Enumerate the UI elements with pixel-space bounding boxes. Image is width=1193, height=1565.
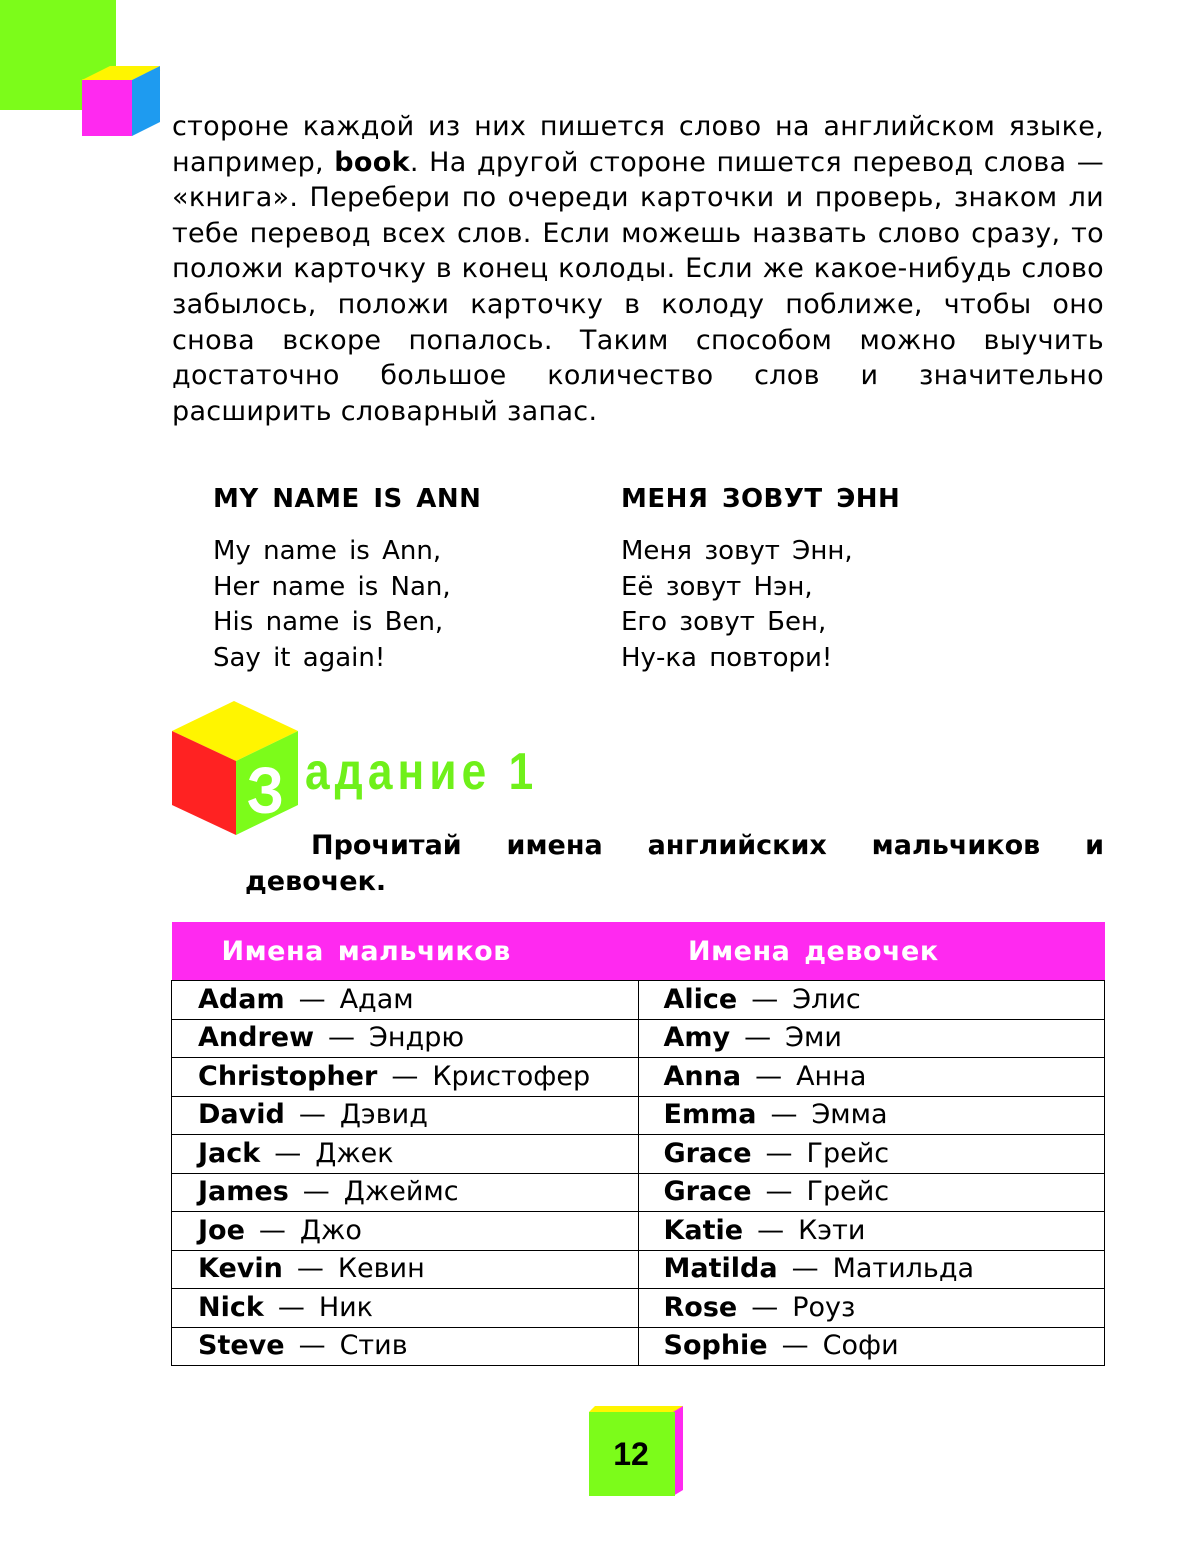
corner-cube-icon [80,58,162,140]
boy-name-english: James [198,1176,289,1208]
girl-name-russian: Грейс [806,1176,890,1208]
boy-name-cell [172,1096,639,1135]
girl-name-cell [638,1250,1105,1289]
girl-name-cell [638,1096,1105,1135]
name-dash: — [298,983,326,1015]
boy-name-cell [172,1212,639,1251]
intro-text-end: . На другой стороне пишется перевод слова — «книга». Перебери по очереди карточки и проверь, знаком ли тебе перевод всех слов. Если можешь назвать слово сразу, то положи карточку в конец колоды. Если же какое-нибудь слово забылось, положи карточку в колоду поближе, чтобы оно снова вскоре попалось. Таким способом можно выучить достаточно большое количество слов и значительно расширить словарный запас. [172,146,1105,427]
boy-name-russian: Джек [315,1137,394,1169]
girl-name-cell [638,1212,1105,1251]
intro-bold-word: book [334,146,410,178]
boy-name-russian: Джеймс [343,1176,459,1208]
boy-name-cell [172,1019,639,1058]
girl-name-russian: Матильда [832,1253,975,1285]
table-row [172,1212,1105,1251]
name-dash: — [757,1214,785,1246]
girl-name-cell [638,1135,1105,1174]
boy-name-russian: Адам [339,983,414,1015]
girl-name-english: Katie [663,1214,744,1246]
task-cube-letter: З [246,754,285,828]
poem-english-line: My name is Ann, [213,536,442,566]
girl-name-russian: Софи [822,1330,899,1362]
name-dash: — [296,1253,324,1285]
table-row [172,981,1105,1020]
table-header-row [172,922,1105,981]
name-dash: — [328,1022,356,1054]
boy-name-english: Nick [198,1291,264,1323]
name-dash: — [744,1022,772,1054]
table-row [172,1019,1105,1058]
girl-name-cell [638,1019,1105,1058]
boy-name-cell [172,1135,639,1174]
intro-text-start: стороне каждой из них пишется слово на английском языке, например, [172,111,1104,178]
poem-english-line: Her name is Nan, [213,571,451,602]
poem-russian [621,482,1001,676]
girl-name-cell [638,981,1105,1020]
name-dash: — [770,1099,798,1131]
table-row [172,1173,1105,1212]
boy-name-cell [172,1173,639,1212]
poem-russian-line: Меня зовут Энн, [621,536,853,566]
girl-name-cell [638,1327,1105,1366]
boy-name-russian: Дэвид [339,1099,428,1131]
name-dash: — [258,1214,286,1246]
girl-name-english: Amy [663,1022,731,1054]
girl-name-english: Sophie [663,1330,768,1362]
task-cube-icon [170,701,300,835]
girl-name-russian: Эми [785,1022,842,1054]
boy-name-russian: Джо [299,1214,362,1246]
table-row [172,1327,1105,1366]
girl-name-russian: Элис [792,983,861,1015]
girl-name-cell [638,1289,1105,1328]
table-row [172,1289,1105,1328]
name-dash: — [751,1291,779,1323]
task-instruction: Прочитай имена английских мальчиков и девочек. [245,830,1104,897]
header-girls-names: Имена девочек [638,922,1105,981]
name-dash: — [391,1060,419,1092]
girl-name-russian: Кэти [798,1214,866,1246]
table-row [172,1096,1105,1135]
page-number: 12 [613,1435,649,1472]
boy-name-english: Adam [198,983,285,1015]
girl-name-english: Grace [663,1176,752,1208]
name-dash: — [298,1099,326,1131]
girl-name-english: Grace [663,1137,752,1169]
poem-english-title: MY NAME IS ANN [213,484,482,514]
poem-english-line: Say it again! [213,642,386,673]
girl-name-cell [638,1173,1105,1212]
boy-name-cell [172,1289,639,1328]
name-dash: — [274,1137,302,1169]
boy-name-cell [172,1058,639,1097]
name-dash: — [765,1176,793,1208]
name-dash: — [781,1330,809,1362]
task-title: адание 1 [305,743,539,801]
poem-english [213,482,593,676]
table-row [172,1135,1105,1174]
boy-name-english: Joe [198,1214,245,1246]
boy-name-english: David [198,1099,285,1131]
boy-name-cell [172,1327,639,1366]
boy-name-english: Kevin [198,1253,283,1285]
poem-russian-line: Его зовут Бен, [621,607,827,638]
poem-russian-line: Её зовут Нэн, [621,571,813,602]
names-table [171,922,1105,1366]
boy-name-english: Andrew [198,1022,315,1054]
boy-name-russian: Ник [318,1291,373,1323]
boy-name-cell [172,1250,639,1289]
boy-name-cell [172,981,639,1020]
name-dash: — [791,1253,819,1285]
girl-name-english: Anna [663,1060,742,1092]
name-dash: — [765,1137,793,1169]
name-dash: — [751,983,779,1015]
girl-name-english: Rose [663,1291,738,1323]
intro-paragraph [172,109,1104,429]
girl-name-russian: Эмма [811,1099,888,1131]
header-boys-names: Имена мальчиков [172,922,639,981]
girl-name-russian: Роуз [792,1291,856,1323]
girl-name-english: Alice [663,983,738,1015]
names-table-body [172,981,1105,1366]
girl-name-russian: Анна [796,1060,867,1092]
girl-name-english: Emma [663,1099,757,1131]
boy-name-english: Christopher [198,1060,378,1092]
girl-name-english: Matilda [663,1253,778,1285]
poem-russian-title: МЕНЯ ЗОВУТ ЭНН [621,484,901,514]
girl-name-cell [638,1058,1105,1097]
girl-name-russian: Грейс [806,1137,890,1169]
boy-name-russian: Эндрю [369,1022,465,1054]
boy-name-russian: Стив [339,1330,408,1362]
boy-name-english: Steve [198,1330,285,1362]
name-dash: — [302,1176,330,1208]
name-dash: — [755,1060,783,1092]
name-dash: — [277,1291,305,1323]
poem-english-line: His name is Ben, [213,607,444,638]
table-row [172,1250,1105,1289]
boy-name-english: Jack [198,1137,261,1169]
table-row [172,1058,1105,1097]
poem-russian-line: Ну-ка повтори! [621,642,833,673]
name-dash: — [298,1330,326,1362]
boy-name-russian: Кристофер [432,1060,591,1092]
boy-name-russian: Кевин [337,1253,425,1285]
